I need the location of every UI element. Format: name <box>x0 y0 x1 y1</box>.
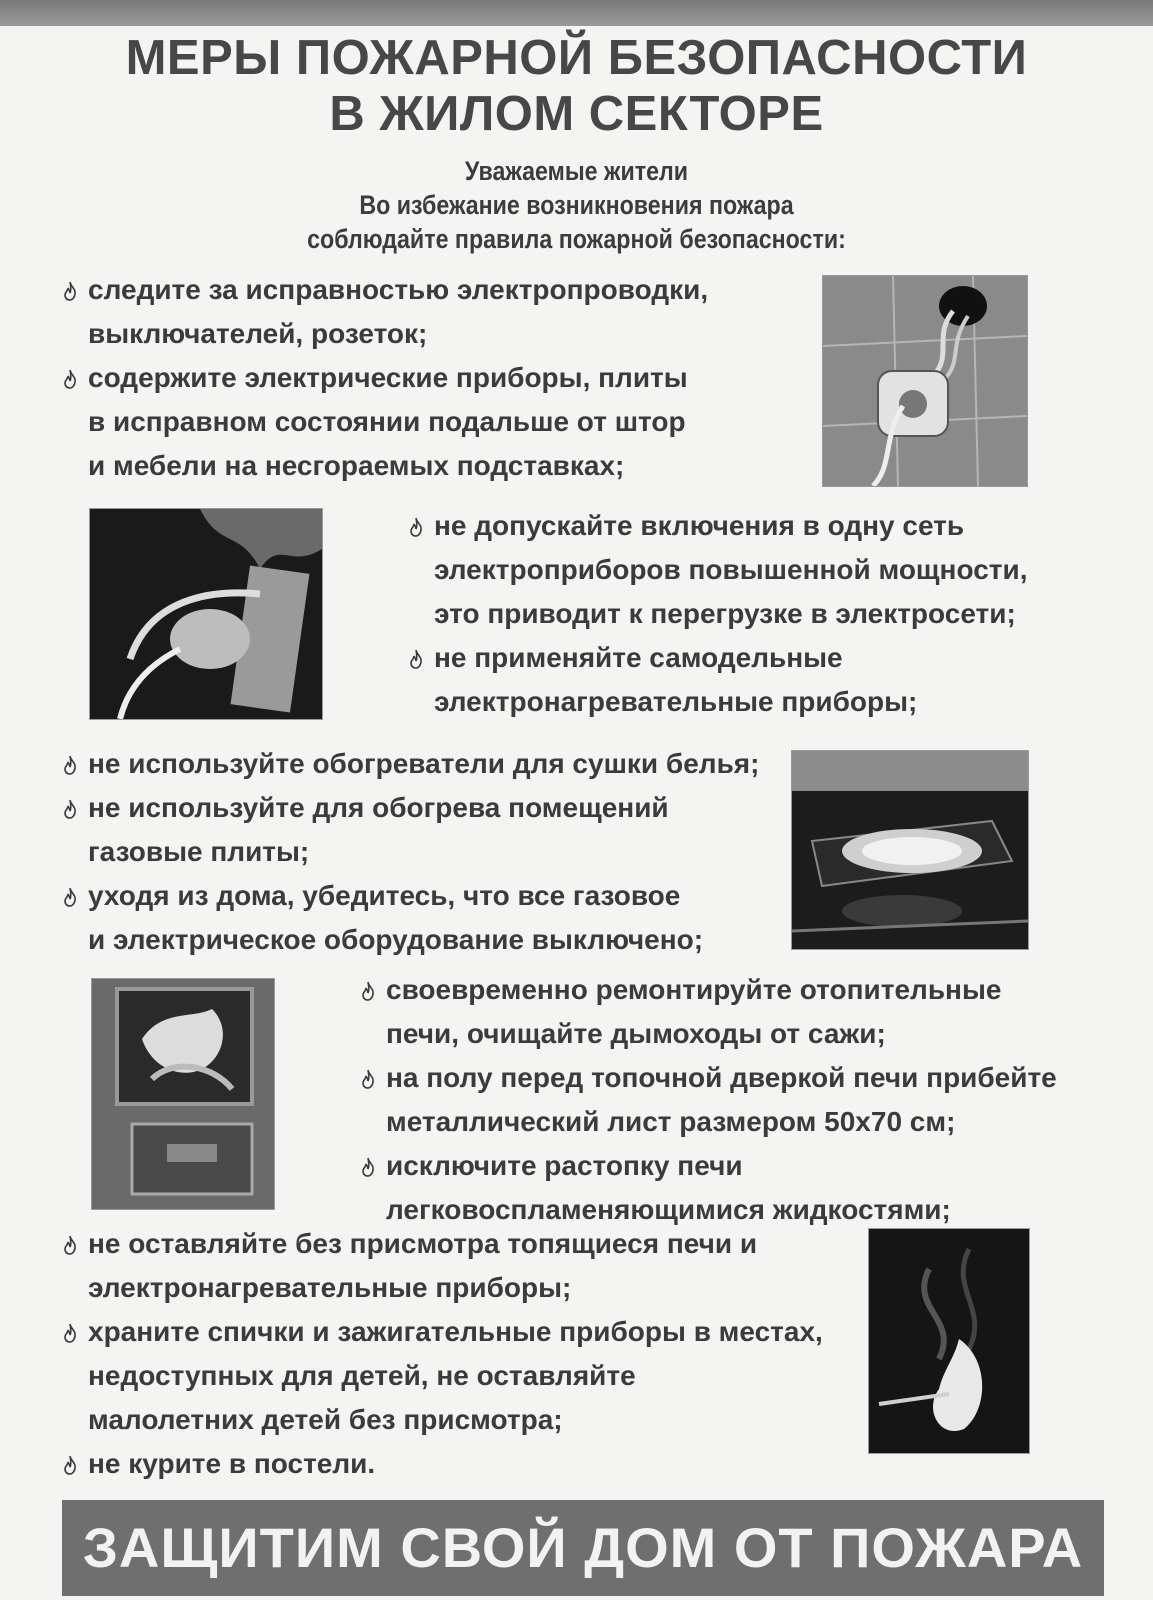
rule-line: недоступных для детей, не оставляйте <box>88 1360 636 1391</box>
flame-icon <box>62 799 78 819</box>
rule-line: в исправном состоянии подальше от штор <box>88 406 686 437</box>
rule-line: не используйте обогреватели для сушки белья; <box>88 748 760 779</box>
rule-line: содержите электрические приборы, плиты <box>88 362 688 393</box>
photo-gas-burner <box>791 750 1029 950</box>
outlet-illustration <box>90 509 322 719</box>
section-electrical-wiring <box>62 268 708 488</box>
page-subtitle <box>81 154 1073 256</box>
flame-icon <box>360 981 376 1001</box>
rule-item <box>360 1056 1057 1144</box>
rule-item <box>62 1442 823 1486</box>
photo-burning-match <box>868 1228 1030 1454</box>
rule-line: электронагревательные приборы; <box>434 686 918 717</box>
rule-line: легковоспламеняющимися жидкостями; <box>386 1194 951 1225</box>
rule-item <box>360 1144 1057 1232</box>
top-band <box>0 0 1153 26</box>
rule-line: не применяйте самодельные <box>434 642 843 673</box>
rule-line: следите за исправностью электропроводки, <box>88 274 709 305</box>
section-stoves <box>360 968 1057 1232</box>
rule-line: печи, очищайте дымоходы от сажи; <box>386 1018 886 1049</box>
flame-icon <box>62 281 78 301</box>
flame-icon <box>62 369 78 389</box>
rule-item <box>62 268 708 356</box>
rule-line: не курите в постели. <box>88 1448 376 1479</box>
rule-line: исключите растопку печи <box>386 1150 743 1181</box>
rule-line: храните спички и зажигательные приборы в местах, <box>88 1316 823 1347</box>
rule-item <box>62 742 759 786</box>
rule-line: металлический лист размером 50х70 см; <box>386 1106 956 1137</box>
subtitle-line-3: соблюдайте правила пожарной безопасности: <box>307 224 846 254</box>
title-line-2: В ЖИЛОМ СЕКТОРЕ <box>329 87 824 141</box>
flame-icon <box>62 1323 78 1343</box>
gas-burner-illustration <box>792 751 1028 949</box>
section-supervision <box>62 1222 823 1486</box>
rule-line: выключателей, розеток; <box>88 318 428 349</box>
photo-overloaded-outlet <box>89 508 323 720</box>
flame-icon <box>62 1235 78 1255</box>
rule-item <box>62 1222 823 1310</box>
rule-line: не оставляйте без присмотра топящиеся печи и <box>88 1228 758 1259</box>
rule-item <box>62 1310 823 1442</box>
rule-item <box>408 636 1027 724</box>
rule-line: газовые плиты; <box>88 836 310 867</box>
photo-stove-door <box>91 978 275 1210</box>
page-title <box>0 30 1153 142</box>
subtitle-line-2: Во избежание возникновения пожара <box>359 190 794 220</box>
socket-illustration <box>823 276 1027 486</box>
rule-line: не используйте для обогрева помещений <box>88 792 669 823</box>
flame-icon <box>62 887 78 907</box>
title-line-1: МЕРЫ ПОЖАРНОЙ БЕЗОПАСНОСТИ <box>125 31 1028 85</box>
flame-icon <box>408 517 424 537</box>
stove-door-illustration <box>92 979 274 1209</box>
match-illustration <box>869 1229 1029 1453</box>
rule-item <box>62 356 708 488</box>
rule-item <box>62 874 759 962</box>
rule-line: и мебели на несгораемых подставках; <box>88 450 625 481</box>
flame-icon <box>408 649 424 669</box>
subtitle-line-1: Уважаемые жители <box>464 156 689 186</box>
flame-icon <box>360 1157 376 1177</box>
flame-icon <box>62 1455 78 1475</box>
flame-icon <box>62 755 78 775</box>
photo-wall-socket <box>822 275 1028 487</box>
rule-line: это приводит к перегрузке в электросети; <box>434 598 1016 629</box>
rule-item <box>408 504 1027 636</box>
rule-line: уходя из дома, убедитесь, что все газовое <box>88 880 681 911</box>
rule-line: электроприборов повышенной мощности, <box>434 554 1028 585</box>
rule-line: электронагревательные приборы; <box>88 1272 572 1303</box>
rule-item <box>360 968 1057 1056</box>
rule-line: на полу перед топочной дверкой печи прибейте <box>386 1062 1057 1093</box>
rule-item <box>62 786 759 874</box>
rule-line: не допускайте включения в одну сеть <box>434 510 965 541</box>
section-power-overload <box>408 504 1027 724</box>
rule-line: и электрическое оборудование выключено; <box>88 924 704 955</box>
section-heaters-gas <box>62 742 759 962</box>
rule-line: малолетних детей без присмотра; <box>88 1404 563 1435</box>
footer-slogan: ЗАЩИТИМ СВОЙ ДОМ ОТ ПОЖАРА <box>82 1516 1084 1579</box>
flame-icon <box>360 1069 376 1089</box>
rule-line: своевременно ремонтируйте отопительные <box>386 974 1002 1005</box>
